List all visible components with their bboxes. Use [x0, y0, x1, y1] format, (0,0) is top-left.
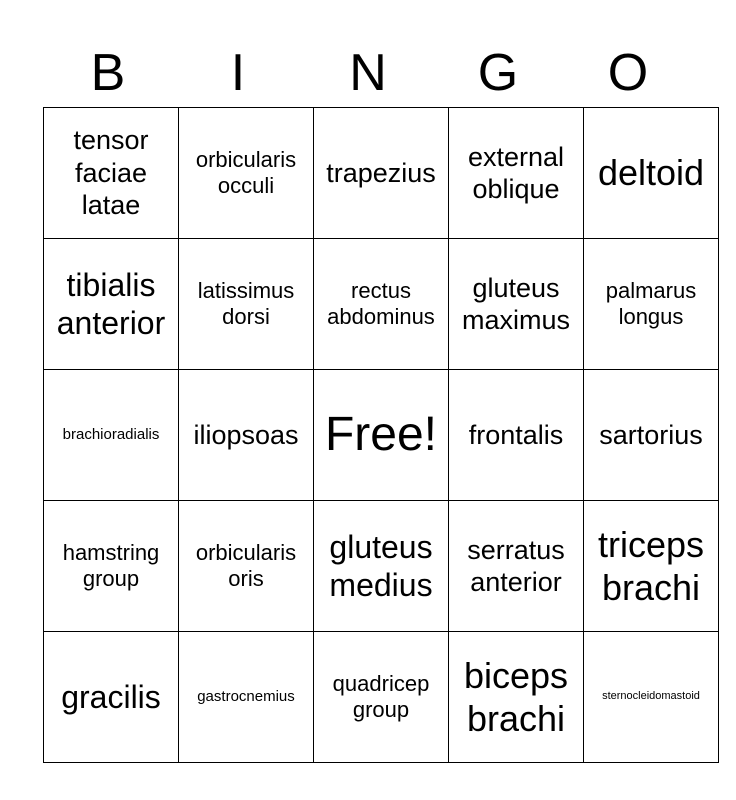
bingo-header	[43, 40, 693, 106]
header-letter-i: I	[230, 44, 246, 102]
bingo-cell[interactable]: palmarus longus	[584, 239, 719, 370]
bingo-cell[interactable]: rectus abdominus	[314, 239, 449, 370]
grid-row	[44, 632, 719, 763]
bingo-cell[interactable]: gastrocnemius	[179, 632, 314, 763]
bingo-cell[interactable]: sartorius	[584, 370, 719, 501]
header-letter-g: G	[477, 44, 519, 102]
bingo-cell[interactable]: latissimus dorsi	[179, 239, 314, 370]
bingo-cell[interactable]: gluteus medius	[314, 501, 449, 632]
bingo-cell[interactable]: hamstring group	[44, 501, 179, 632]
bingo-cell[interactable]: iliopsoas	[179, 370, 314, 501]
bingo-cell[interactable]: deltoid	[584, 108, 719, 239]
bingo-cell[interactable]: trapezius	[314, 108, 449, 239]
grid-row	[44, 501, 719, 632]
bingo-card-grid	[43, 107, 719, 763]
bingo-cell[interactable]: quadricep group	[314, 632, 449, 763]
bingo-cell[interactable]: triceps brachi	[584, 501, 719, 632]
bingo-cell[interactable]: tibialis anterior	[44, 239, 179, 370]
bingo-cell[interactable]: brachioradialis	[44, 370, 179, 501]
header-letter-b: B	[90, 44, 126, 102]
grid-row	[44, 108, 719, 239]
grid-row	[44, 239, 719, 370]
bingo-cell[interactable]: frontalis	[449, 370, 584, 501]
bingo-cell[interactable]: tensor faciae latae	[44, 108, 179, 239]
bingo-cell[interactable]: gluteus maximus	[449, 239, 584, 370]
bingo-cell[interactable]: external oblique	[449, 108, 584, 239]
bingo-cell[interactable]: orbicularis oris	[179, 501, 314, 632]
grid-row	[44, 370, 719, 501]
bingo-cell[interactable]: orbicularis occuli	[179, 108, 314, 239]
header-letter-n: N	[349, 44, 387, 102]
bingo-cell[interactable]: biceps brachi	[449, 632, 584, 763]
bingo-cell[interactable]: sternocleidomastoid	[584, 632, 719, 763]
header-letter-o: O	[607, 44, 649, 102]
free-space-cell[interactable]: Free!	[314, 370, 449, 501]
bingo-cell[interactable]: gracilis	[44, 632, 179, 763]
bingo-cell[interactable]: serratus anterior	[449, 501, 584, 632]
